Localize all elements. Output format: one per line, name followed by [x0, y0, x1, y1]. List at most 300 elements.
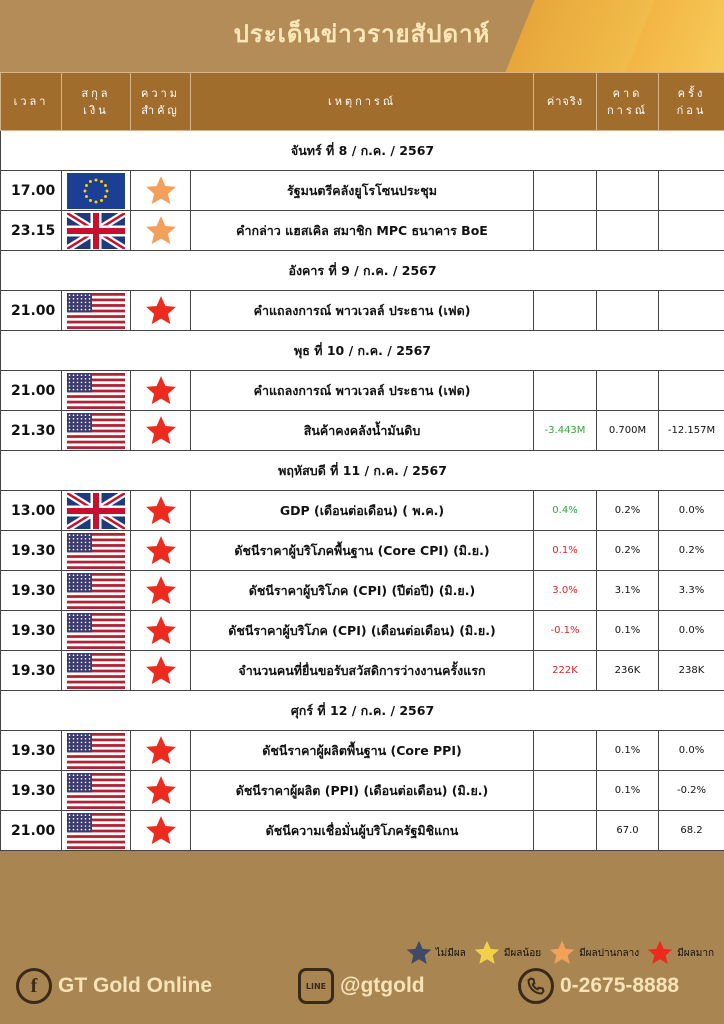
eu-star-dot — [89, 199, 92, 202]
event-cell: คำแถลงการณ์ พาวเวลล์ ประธาน (เฟด) — [191, 291, 534, 331]
us-flag-part — [69, 828, 71, 830]
us-flag-part — [89, 658, 91, 660]
us-flag-part — [89, 788, 91, 790]
forecast-cell — [597, 171, 659, 211]
us-flag-part — [69, 574, 71, 576]
us-flag-part — [77, 814, 79, 816]
us-flag-part — [77, 614, 79, 616]
us-flag-part — [85, 788, 87, 790]
table-row — [1, 371, 724, 411]
forecast-cell — [597, 291, 659, 331]
us-flag-part — [81, 418, 83, 420]
event-cell: ดัชนีราคาผู้ผลิต (PPI) (เดือนต่อเดือน) (มิ.ย.) — [191, 771, 534, 811]
col-importance: ความ สำคัญ — [131, 73, 191, 131]
importance-cell — [131, 171, 191, 211]
us-flag-part — [67, 800, 125, 803]
currency-cell — [62, 371, 131, 411]
us-flag-part — [81, 828, 83, 830]
eu-star-dot — [104, 195, 107, 198]
time-cell: 21.00 — [1, 371, 62, 411]
us-flag-part — [67, 646, 125, 649]
us-flag-part — [73, 385, 75, 387]
us-flag-part — [89, 425, 91, 427]
us-flag-part — [69, 625, 71, 627]
us-flag-part — [85, 585, 87, 587]
us-flag-part — [89, 301, 91, 303]
importance-cell — [131, 491, 191, 531]
us-flag-part — [67, 320, 125, 323]
actual-cell: 222K — [534, 651, 597, 691]
table-row — [1, 811, 724, 851]
currency-cell — [62, 491, 131, 531]
importance-cell — [131, 651, 191, 691]
actual-cell — [534, 811, 597, 851]
table-row — [1, 651, 724, 691]
us-flag-part — [89, 821, 91, 823]
us-flag-part — [77, 654, 79, 656]
importance-cell — [131, 371, 191, 411]
us-flag-part — [77, 534, 79, 536]
us-flag-part — [69, 661, 71, 663]
facebook-contact[interactable] — [16, 968, 212, 1004]
us-flag-part — [73, 388, 75, 390]
currency-cell — [62, 571, 131, 611]
legend-none-label: ไม่มีผล — [435, 947, 466, 959]
us-flag-part — [73, 738, 75, 740]
us-flag-part — [67, 766, 125, 769]
us-flag-part — [69, 628, 71, 630]
us-flag-part — [69, 621, 71, 623]
us-flag-part — [81, 588, 83, 590]
us-flag-part — [69, 741, 71, 743]
us-flag-part — [77, 538, 79, 540]
us-flag-part — [67, 560, 125, 563]
us-flag-part — [73, 578, 75, 580]
red-star-icon — [143, 494, 179, 528]
us-flag-part — [77, 825, 79, 827]
us-flag-part — [77, 821, 79, 823]
us-flag-part — [77, 378, 79, 380]
date-row — [1, 451, 724, 491]
us-flag-part — [69, 545, 71, 547]
currency-cell — [62, 611, 131, 651]
us-flag-part — [81, 814, 83, 816]
us-flag-part — [69, 578, 71, 580]
us-flag-part — [67, 326, 125, 329]
us-flag-part — [81, 538, 83, 540]
importance-cell — [131, 411, 191, 451]
us-flag-part — [73, 425, 75, 427]
us-flag-part — [69, 414, 71, 416]
us-flag-part — [67, 533, 92, 552]
us-flag-part — [73, 661, 75, 663]
us-flag-part — [67, 555, 125, 558]
table-row — [1, 491, 724, 531]
time-cell: 13.00 — [1, 491, 62, 531]
actual-cell: 0.4% — [534, 491, 597, 531]
us-flag-part — [89, 381, 91, 383]
us-flag-part — [69, 658, 71, 660]
us-flag-part — [81, 545, 83, 547]
red-star-icon — [143, 414, 179, 448]
us-flag-part — [89, 745, 91, 747]
us-flag-part — [81, 825, 83, 827]
us-flag-icon — [67, 613, 125, 649]
time-cell: 17.00 — [1, 171, 62, 211]
us-flag-part — [85, 614, 87, 616]
us-flag-part — [73, 745, 75, 747]
us-flag-part — [85, 578, 87, 580]
red-star-icon — [143, 814, 179, 848]
us-flag-part — [77, 828, 79, 830]
facebook-icon: f — [16, 968, 52, 1004]
us-flag-part — [89, 618, 91, 620]
currency-cell — [62, 531, 131, 571]
us-flag-part — [67, 835, 125, 838]
us-flag-part — [73, 305, 75, 307]
us-flag-part — [77, 778, 79, 780]
us-flag-part — [73, 814, 75, 816]
us-flag-part — [85, 574, 87, 576]
us-flag-part — [81, 734, 83, 736]
forecast-cell: 0.1% — [597, 771, 659, 811]
forecast-cell: 236K — [597, 651, 659, 691]
us-flag-part — [81, 298, 83, 300]
date-row — [1, 691, 724, 731]
us-flag-part — [69, 788, 71, 790]
us-flag-part — [67, 680, 125, 683]
red-star-shape — [146, 816, 176, 844]
phone-contact[interactable] — [518, 968, 679, 1004]
us-flag-part — [77, 298, 79, 300]
us-flag-part — [69, 548, 71, 550]
line-contact[interactable] — [298, 968, 425, 1004]
red-star-icon — [143, 294, 179, 328]
us-flag-part — [73, 418, 75, 420]
us-flag-part — [73, 821, 75, 823]
currency-cell — [62, 171, 131, 211]
us-flag-part — [89, 828, 91, 830]
us-flag-part — [89, 534, 91, 536]
legend-low-label: มีผลน้อย — [503, 947, 542, 959]
col-previous: ครั้ง ก่อน — [659, 73, 724, 131]
previous-cell — [659, 171, 724, 211]
importance-cell — [131, 731, 191, 771]
us-flag-part — [73, 581, 75, 583]
us-flag-part — [77, 738, 79, 740]
us-flag-part — [73, 621, 75, 623]
importance-cell — [131, 531, 191, 571]
us-flag-part — [77, 745, 79, 747]
us-flag-part — [73, 428, 75, 430]
us-flag-part — [77, 418, 79, 420]
importance-cell — [131, 611, 191, 651]
eu-star-dot — [84, 189, 87, 192]
us-flag-part — [69, 305, 71, 307]
red-star-icon — [143, 654, 179, 688]
us-flag-part — [73, 828, 75, 830]
us-flag-part — [89, 734, 91, 736]
us-flag-part — [81, 818, 83, 820]
us-flag-part — [69, 818, 71, 820]
us-flag-part — [85, 665, 87, 667]
us-flag-part — [85, 385, 87, 387]
us-flag-part — [81, 294, 83, 296]
event-cell: ดัชนีราคาผู้บริโภค (CPI) (เดือนต่อเดือน) (มิ.ย.) — [191, 611, 534, 651]
us-flag-part — [89, 825, 91, 827]
us-flag-part — [81, 665, 83, 667]
previous-cell — [659, 291, 724, 331]
previous-cell: 68.2 — [659, 811, 724, 851]
us-flag-part — [77, 774, 79, 776]
us-flag-part — [85, 381, 87, 383]
us-flag-part — [89, 614, 91, 616]
date-row — [1, 331, 724, 371]
us-flag-part — [81, 581, 83, 583]
table-row — [1, 731, 724, 771]
time-cell: 19.30 — [1, 731, 62, 771]
us-flag-part — [85, 305, 87, 307]
phone-number: 0-2675-8888 — [560, 974, 680, 997]
us-flag-part — [89, 388, 91, 390]
us-flag-part — [89, 421, 91, 423]
event-cell: คำแถลงการณ์ พาวเวลล์ ประธาน (เฟด) — [191, 371, 534, 411]
us-flag-part — [85, 821, 87, 823]
date-label: ศุกร์ ที่ 12 / ก.ค. / 2567 — [1, 691, 724, 731]
us-flag-part — [77, 618, 79, 620]
us-flag-part — [69, 418, 71, 420]
us-flag-part — [77, 428, 79, 430]
us-flag-part — [67, 846, 125, 849]
us-flag-part — [73, 625, 75, 627]
actual-cell — [534, 731, 597, 771]
us-flag-part — [85, 774, 87, 776]
us-flag-part — [69, 738, 71, 740]
us-flag-part — [81, 578, 83, 580]
us-flag-part — [85, 308, 87, 310]
time-cell: 21.30 — [1, 411, 62, 451]
us-flag-part — [77, 668, 79, 670]
us-flag-part — [77, 581, 79, 583]
actual-cell — [534, 171, 597, 211]
us-flag-part — [69, 385, 71, 387]
us-flag-part — [67, 806, 125, 809]
forecast-cell — [597, 371, 659, 411]
us-flag-part — [67, 813, 92, 832]
previous-cell: 0.0% — [659, 611, 724, 651]
eu-flag-icon — [67, 173, 125, 209]
us-flag-part — [85, 658, 87, 660]
date-label: พฤหัสบดี ที่ 11 / ก.ค. / 2567 — [1, 451, 724, 491]
actual-cell — [534, 211, 597, 251]
economic-calendar-table — [0, 72, 724, 851]
us-flag-part — [77, 294, 79, 296]
us-flag-part — [77, 818, 79, 820]
us-flag-part — [77, 414, 79, 416]
event-cell: GDP (เดือนต่อเดือน) ( พ.ค.) — [191, 491, 534, 531]
us-flag-part — [85, 541, 87, 543]
us-flag-part — [69, 308, 71, 310]
us-flag-part — [69, 428, 71, 430]
previous-cell — [659, 371, 724, 411]
us-flag-part — [73, 734, 75, 736]
us-flag-part — [69, 668, 71, 670]
us-flag-part — [69, 774, 71, 776]
previous-cell: -12.157M — [659, 411, 724, 451]
us-flag-part — [81, 738, 83, 740]
us-flag-part — [73, 574, 75, 576]
currency-cell — [62, 411, 131, 451]
us-flag-part — [69, 534, 71, 536]
us-flag-part — [85, 661, 87, 663]
us-flag-part — [89, 374, 91, 376]
us-flag-part — [73, 781, 75, 783]
us-flag-part — [73, 774, 75, 776]
us-flag-part — [89, 814, 91, 816]
us-flag-part — [69, 778, 71, 780]
us-flag-part — [81, 385, 83, 387]
us-flag-part — [77, 665, 79, 667]
forecast-cell: 0.2% — [597, 491, 659, 531]
us-flag-part — [67, 686, 125, 689]
us-flag-part — [77, 628, 79, 630]
us-flag-part — [89, 661, 91, 663]
us-flag-part — [73, 628, 75, 630]
red-star-shape — [146, 536, 176, 564]
us-flag-part — [73, 374, 75, 376]
forecast-cell: 0.1% — [597, 731, 659, 771]
us-flag-part — [67, 606, 125, 609]
us-flag-part — [85, 785, 87, 787]
red-star-icon — [143, 574, 179, 608]
us-flag-part — [73, 548, 75, 550]
date-label: อังคาร ที่ 9 / ก.ค. / 2567 — [1, 251, 724, 291]
us-flag-part — [85, 548, 87, 550]
us-flag-part — [73, 818, 75, 820]
us-flag-icon — [67, 813, 125, 849]
us-flag-part — [77, 425, 79, 427]
table-row — [1, 171, 724, 211]
eu-star-dot — [104, 184, 107, 187]
us-flag-part — [77, 625, 79, 627]
us-flag-part — [73, 778, 75, 780]
us-flag-part — [67, 755, 125, 758]
us-flag-part — [81, 374, 83, 376]
red-star-icon — [143, 734, 179, 768]
previous-cell: -0.2% — [659, 771, 724, 811]
us-flag-part — [77, 305, 79, 307]
us-flag-part — [85, 545, 87, 547]
currency-cell — [62, 291, 131, 331]
us-flag-part — [89, 548, 91, 550]
us-flag-part — [85, 621, 87, 623]
red-star-shape — [146, 616, 176, 644]
us-flag-part — [67, 435, 125, 438]
line-id: @gtgold — [340, 974, 425, 997]
us-flag-part — [67, 733, 92, 752]
us-flag-part — [67, 446, 125, 449]
us-flag-part — [67, 573, 92, 592]
us-flag-part — [85, 425, 87, 427]
us-flag-part — [81, 618, 83, 620]
us-flag-part — [73, 654, 75, 656]
importance-cell — [131, 571, 191, 611]
us-flag-part — [77, 658, 79, 660]
previous-cell: 0.0% — [659, 491, 724, 531]
us-flag-part — [81, 778, 83, 780]
us-flag-part — [67, 293, 92, 312]
us-flag-part — [67, 395, 125, 398]
us-flag-part — [89, 778, 91, 780]
table-row — [1, 211, 724, 251]
us-flag-part — [89, 385, 91, 387]
us-flag-part — [81, 661, 83, 663]
us-flag-part — [81, 305, 83, 307]
us-flag-part — [85, 418, 87, 420]
us-flag-part — [73, 618, 75, 620]
us-flag-part — [89, 294, 91, 296]
us-flag-part — [85, 625, 87, 627]
orange-star-icon — [143, 214, 179, 248]
us-flag-part — [81, 785, 83, 787]
actual-cell: 3.0% — [534, 571, 597, 611]
us-flag-part — [85, 421, 87, 423]
table-row — [1, 571, 724, 611]
us-flag-part — [73, 378, 75, 380]
us-flag-part — [69, 781, 71, 783]
footer — [0, 962, 724, 1012]
us-flag-icon — [67, 413, 125, 449]
actual-cell: 0.1% — [534, 531, 597, 571]
us-flag-part — [81, 414, 83, 416]
us-flag-part — [89, 628, 91, 630]
red-star-shape — [146, 656, 176, 684]
us-flag-icon — [67, 293, 125, 329]
legend-medium-label: มีผลปานกลาง — [579, 947, 640, 959]
table-row — [1, 611, 724, 651]
us-flag-part — [77, 578, 79, 580]
phone-icon — [518, 968, 554, 1004]
us-flag-part — [81, 621, 83, 623]
us-flag-part — [69, 374, 71, 376]
us-flag-part — [81, 388, 83, 390]
us-flag-part — [73, 658, 75, 660]
us-flag-part — [77, 574, 79, 576]
table-header — [1, 73, 724, 131]
us-flag-part — [85, 738, 87, 740]
us-flag-part — [81, 788, 83, 790]
us-flag-part — [85, 534, 87, 536]
us-flag-part — [81, 308, 83, 310]
us-flag-part — [67, 795, 125, 798]
us-flag-part — [77, 785, 79, 787]
us-flag-part — [89, 748, 91, 750]
event-cell: ดัชนีความเชื่อมั่นผู้บริโภครัฐมิชิแกน — [191, 811, 534, 851]
eu-flag-part — [67, 173, 125, 209]
us-flag-part — [67, 653, 92, 672]
us-flag-part — [69, 381, 71, 383]
col-currency: สกุล เงิน — [62, 73, 131, 131]
eu-star-dot — [85, 184, 88, 187]
orange-star-icon — [143, 174, 179, 208]
time-cell: 19.30 — [1, 531, 62, 571]
us-flag-part — [89, 654, 91, 656]
orange-star-shape — [146, 216, 176, 244]
us-flag-part — [73, 614, 75, 616]
us-flag-part — [81, 668, 83, 670]
facebook-name: GT Gold Online — [58, 974, 212, 997]
red-star-icon — [143, 534, 179, 568]
